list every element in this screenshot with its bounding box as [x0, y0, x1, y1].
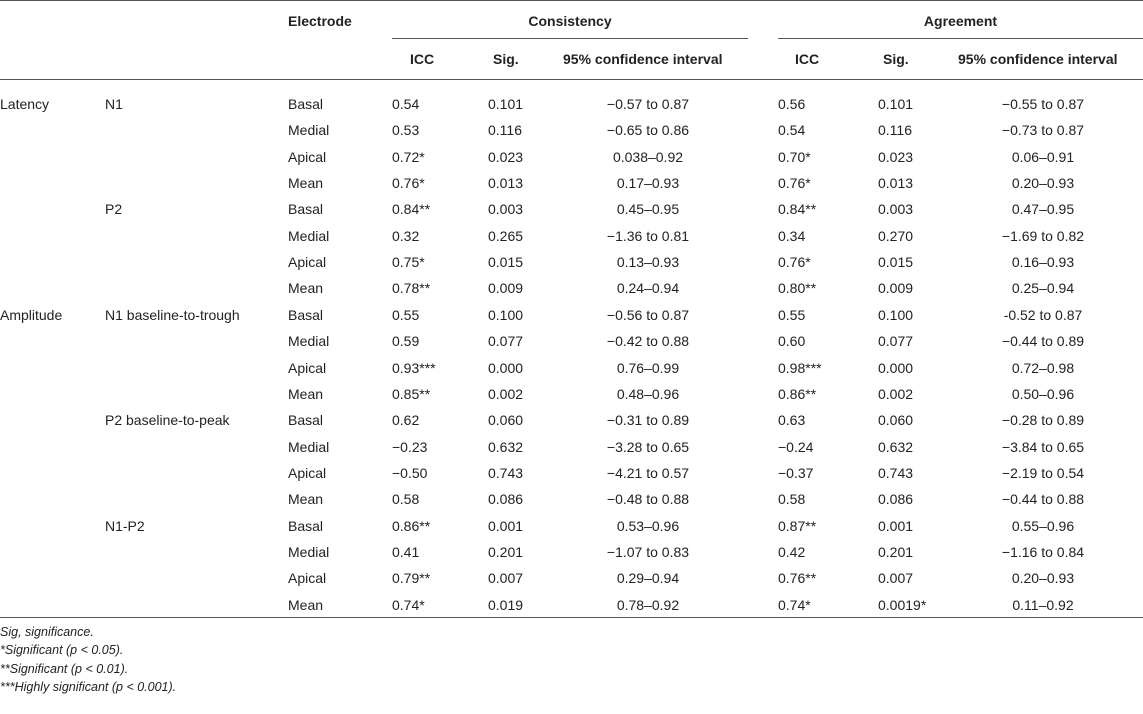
electrode-cell: Basal — [288, 96, 324, 112]
agreement-icc-cell: 0.87** — [778, 518, 817, 534]
consistency-icc-cell: 0.62 — [392, 412, 420, 428]
agreement-ci-cell: 0.11–0.92 — [1012, 597, 1074, 613]
electrode-cell: Apical — [288, 570, 327, 586]
consistency-sig-cell: 0.632 — [488, 439, 524, 455]
consistency-ci-cell: 0.76–0.99 — [616, 360, 680, 376]
consistency-icc-cell: −0.50 — [392, 465, 428, 481]
agreement-sig-cell: 0.060 — [878, 412, 914, 428]
consistency-icc-cell: 0.93*** — [392, 360, 436, 376]
agreement-ci-cell: −3.84 to 0.65 — [1001, 439, 1085, 455]
agreement-ci-cell: −1.16 to 0.84 — [1001, 544, 1085, 560]
agreement-icc-cell: 0.86** — [778, 386, 817, 402]
agreement-icc-cell: 0.80** — [778, 280, 817, 296]
agreement-icc-cell: 0.84** — [778, 201, 817, 217]
electrode-cell: Apical — [288, 465, 327, 481]
electrode-cell: Apical — [288, 254, 327, 270]
agreement-icc-header: ICC — [795, 51, 820, 67]
consistency-ci-cell: 0.17–0.93 — [616, 175, 680, 191]
consistency-sig-cell: 0.001 — [488, 518, 524, 534]
agreement-ci-cell: 0.55–0.96 — [1011, 518, 1075, 534]
agreement-sig-cell: 0.007 — [878, 570, 914, 586]
agreement-ci-cell: −1.69 to 0.82 — [1001, 228, 1085, 244]
consistency-icc-cell: 0.75* — [392, 254, 425, 270]
agreement-sig-header: Sig. — [883, 51, 909, 67]
consistency-sig-cell: 0.002 — [488, 386, 524, 402]
electrode-cell: Mean — [288, 491, 324, 507]
consistency-sig-cell: 0.077 — [488, 333, 524, 349]
consistency-ci-cell: −1.07 to 0.83 — [606, 544, 690, 560]
consistency-ci-cell: 0.13–0.93 — [616, 254, 680, 270]
consistency-icc-cell: 0.76* — [392, 175, 425, 191]
consistency-ci-cell: 0.53–0.96 — [616, 518, 680, 534]
consistency-icc-cell: 0.41 — [392, 544, 420, 560]
agreement-sig-cell: 0.101 — [878, 96, 914, 112]
agreement-icc-cell: 0.76** — [778, 570, 817, 586]
agreement-sig-cell: 0.201 — [878, 544, 914, 560]
consistency-icc-header: ICC — [410, 51, 435, 67]
agreement-icc-cell: 0.54 — [778, 122, 806, 138]
consistency-icc-cell: 0.58 — [392, 491, 420, 507]
agreement-sig-cell: 0.013 — [878, 175, 914, 191]
consistency-icc-cell: 0.84** — [392, 201, 431, 217]
agreement-ci-cell: 0.20–0.93 — [1011, 570, 1075, 586]
agreement-ci-cell: −0.28 to 0.89 — [1001, 412, 1085, 428]
agreement-sig-cell: 0.086 — [878, 491, 914, 507]
footnote: **Significant (p < 0.01). — [0, 661, 129, 676]
consistency-sig-cell: 0.060 — [488, 412, 524, 428]
consistency-sig-cell: 0.003 — [488, 201, 524, 217]
consistency-ci-cell: −0.48 to 0.88 — [606, 491, 690, 507]
consistency-sig-cell: 0.086 — [488, 491, 524, 507]
agreement-sig-cell: 0.100 — [878, 307, 914, 323]
electrode-cell: Medial — [288, 122, 330, 138]
footnote: ***Highly significant (p < 0.001). — [0, 679, 177, 694]
consistency-icc-cell: −0.23 — [392, 439, 428, 455]
agreement-icc-cell: −0.37 — [778, 465, 814, 481]
electrode-cell: Mean — [288, 175, 324, 191]
electrode-cell: Apical — [288, 360, 327, 376]
agreement-icc-cell: 0.63 — [778, 412, 806, 428]
consistency-sig-cell: 0.116 — [488, 122, 522, 138]
consistency-ci-cell: 0.78–0.92 — [616, 597, 680, 613]
electrode-header: Electrode — [288, 13, 352, 29]
agreement-icc-cell: 0.60 — [778, 333, 806, 349]
consistency-icc-cell: 0.72* — [392, 149, 425, 165]
agreement-sig-cell: 0.270 — [878, 228, 914, 244]
consistency-sig-cell: 0.000 — [488, 360, 524, 376]
agreement-icc-cell: 0.74* — [778, 597, 811, 613]
agreement-sig-cell: 0.015 — [878, 254, 914, 270]
consistency-sig-cell: 0.013 — [488, 175, 524, 191]
consistency-sig-cell: 0.009 — [488, 280, 524, 296]
agreement-icc-cell: 0.56 — [778, 96, 806, 112]
agreement-ci-cell: −0.44 to 0.89 — [1001, 333, 1085, 349]
agreement-ci-cell: −0.55 to 0.87 — [1001, 96, 1085, 112]
agreement-sig-cell: 0.003 — [878, 201, 914, 217]
consistency-icc-cell: 0.86** — [392, 518, 431, 534]
consistency-ci-cell: −0.31 to 0.89 — [606, 412, 690, 428]
header-bottom-rule — [0, 79, 1143, 80]
agreement-sig-cell: 0.0019* — [878, 597, 927, 613]
consistency-sig-cell: 0.265 — [488, 228, 524, 244]
consistency-ci-cell: −0.42 to 0.88 — [606, 333, 690, 349]
measure-cell: Amplitude — [0, 307, 63, 323]
consistency-icc-cell: 0.54 — [392, 96, 420, 112]
agreement-icc-cell: 0.76* — [778, 175, 811, 191]
consistency-icc-cell: 0.74* — [392, 597, 425, 613]
agreement-icc-cell: 0.98*** — [778, 360, 822, 376]
electrode-cell: Mean — [288, 280, 324, 296]
electrode-cell: Medial — [288, 544, 330, 560]
consistency-group-rule — [392, 38, 748, 39]
agreement-icc-cell: 0.34 — [778, 228, 806, 244]
agreement-ci-cell: 0.16–0.93 — [1011, 254, 1075, 270]
agreement-icc-cell: 0.55 — [778, 307, 806, 323]
component-cell: N1-P2 — [105, 518, 145, 534]
electrode-cell: Mean — [288, 386, 324, 402]
electrode-cell: Basal — [288, 307, 324, 323]
agreement-ci-header: 95% confidence interval — [958, 51, 1118, 67]
agreement-ci-cell: -0.52 to 0.87 — [1003, 307, 1083, 323]
agreement-ci-cell: 0.20–0.93 — [1011, 175, 1075, 191]
agreement-ci-cell: 0.47–0.95 — [1011, 201, 1075, 217]
consistency-icc-cell: 0.79** — [392, 570, 431, 586]
agreement-icc-cell: −0.24 — [778, 439, 814, 455]
consistency-icc-cell: 0.78** — [392, 280, 431, 296]
electrode-cell: Basal — [288, 412, 324, 428]
consistency-ci-cell: 0.45–0.95 — [616, 201, 680, 217]
consistency-ci-cell: −0.65 to 0.86 — [606, 122, 690, 138]
consistency-ci-cell: −1.36 to 0.81 — [606, 228, 690, 244]
agreement-ci-cell: 0.06–0.91 — [1011, 149, 1075, 165]
consistency-sig-cell: 0.015 — [488, 254, 524, 270]
consistency-ci-header: 95% confidence interval — [563, 51, 723, 67]
agreement-ci-cell: −2.19 to 0.54 — [1001, 465, 1085, 481]
agreement-ci-cell: −0.44 to 0.88 — [1001, 491, 1085, 507]
agreement-sig-cell: 0.116 — [878, 122, 912, 138]
consistency-sig-cell: 0.201 — [488, 544, 524, 560]
component-cell: P2 baseline-to-peak — [105, 412, 230, 428]
footnotes — [0, 623, 176, 696]
electrode-cell: Medial — [288, 333, 330, 349]
agreement-icc-cell: 0.58 — [778, 491, 806, 507]
component-cell: P2 — [105, 201, 123, 217]
agreement-group-rule — [778, 38, 1143, 39]
agreement-sig-cell: 0.002 — [878, 386, 914, 402]
consistency-sig-cell: 0.743 — [488, 465, 524, 481]
agreement-icc-cell: 0.76* — [778, 254, 811, 270]
table-top-rule — [0, 0, 1143, 1]
consistency-ci-cell: 0.24–0.94 — [616, 280, 680, 296]
component-cell: N1 baseline-to-trough — [105, 307, 240, 323]
consistency-ci-cell: 0.038–0.92 — [612, 149, 684, 165]
consistency-ci-cell: 0.29–0.94 — [616, 570, 680, 586]
consistency-ci-cell: −0.57 to 0.87 — [606, 96, 690, 112]
consistency-icc-cell: 0.53 — [392, 122, 420, 138]
measure-cell: Latency — [0, 96, 50, 112]
consistency-sig-cell: 0.100 — [488, 307, 524, 323]
consistency-ci-cell: −3.28 to 0.65 — [606, 439, 690, 455]
agreement-ci-cell: 0.25–0.94 — [1011, 280, 1075, 296]
agreement-sig-cell: 0.000 — [878, 360, 914, 376]
electrode-cell: Mean — [288, 597, 324, 613]
electrode-cell: Apical — [288, 149, 327, 165]
agreement-ci-cell: −0.73 to 0.87 — [1001, 122, 1085, 138]
electrode-cell: Medial — [288, 439, 330, 455]
agreement-sig-cell: 0.001 — [878, 518, 914, 534]
agreement-sig-cell: 0.743 — [878, 465, 914, 481]
consistency-ci-cell: 0.48–0.96 — [616, 386, 680, 402]
consistency-sig-cell: 0.101 — [488, 96, 524, 112]
agreement-ci-cell: 0.50–0.96 — [1011, 386, 1075, 402]
consistency-ci-cell: −0.56 to 0.87 — [606, 307, 690, 323]
electrode-cell: Basal — [288, 518, 324, 534]
consistency-header: Consistency — [528, 13, 612, 29]
consistency-sig-cell: 0.019 — [488, 597, 524, 613]
component-cell: N1 — [105, 96, 123, 112]
agreement-sig-cell: 0.077 — [878, 333, 914, 349]
consistency-sig-header: Sig. — [493, 51, 519, 67]
agreement-header: Agreement — [923, 13, 998, 29]
agreement-sig-cell: 0.009 — [878, 280, 914, 296]
table-bottom-rule — [0, 617, 1143, 618]
agreement-ci-cell: 0.72–0.98 — [1011, 360, 1075, 376]
consistency-icc-cell: 0.32 — [392, 228, 420, 244]
agreement-icc-cell: 0.42 — [778, 544, 806, 560]
electrode-cell: Medial — [288, 228, 330, 244]
consistency-icc-cell: 0.85** — [392, 386, 431, 402]
consistency-ci-cell: −4.21 to 0.57 — [606, 465, 690, 481]
electrode-cell: Basal — [288, 201, 324, 217]
consistency-sig-cell: 0.007 — [488, 570, 524, 586]
agreement-icc-cell: 0.70* — [778, 149, 811, 165]
agreement-sig-cell: 0.023 — [878, 149, 914, 165]
footnote: *Significant (p < 0.05). — [0, 643, 124, 658]
consistency-icc-cell: 0.59 — [392, 333, 420, 349]
agreement-sig-cell: 0.632 — [878, 439, 914, 455]
footnote: Sig, significance. — [0, 625, 94, 639]
consistency-icc-cell: 0.55 — [392, 307, 420, 323]
consistency-sig-cell: 0.023 — [488, 149, 524, 165]
